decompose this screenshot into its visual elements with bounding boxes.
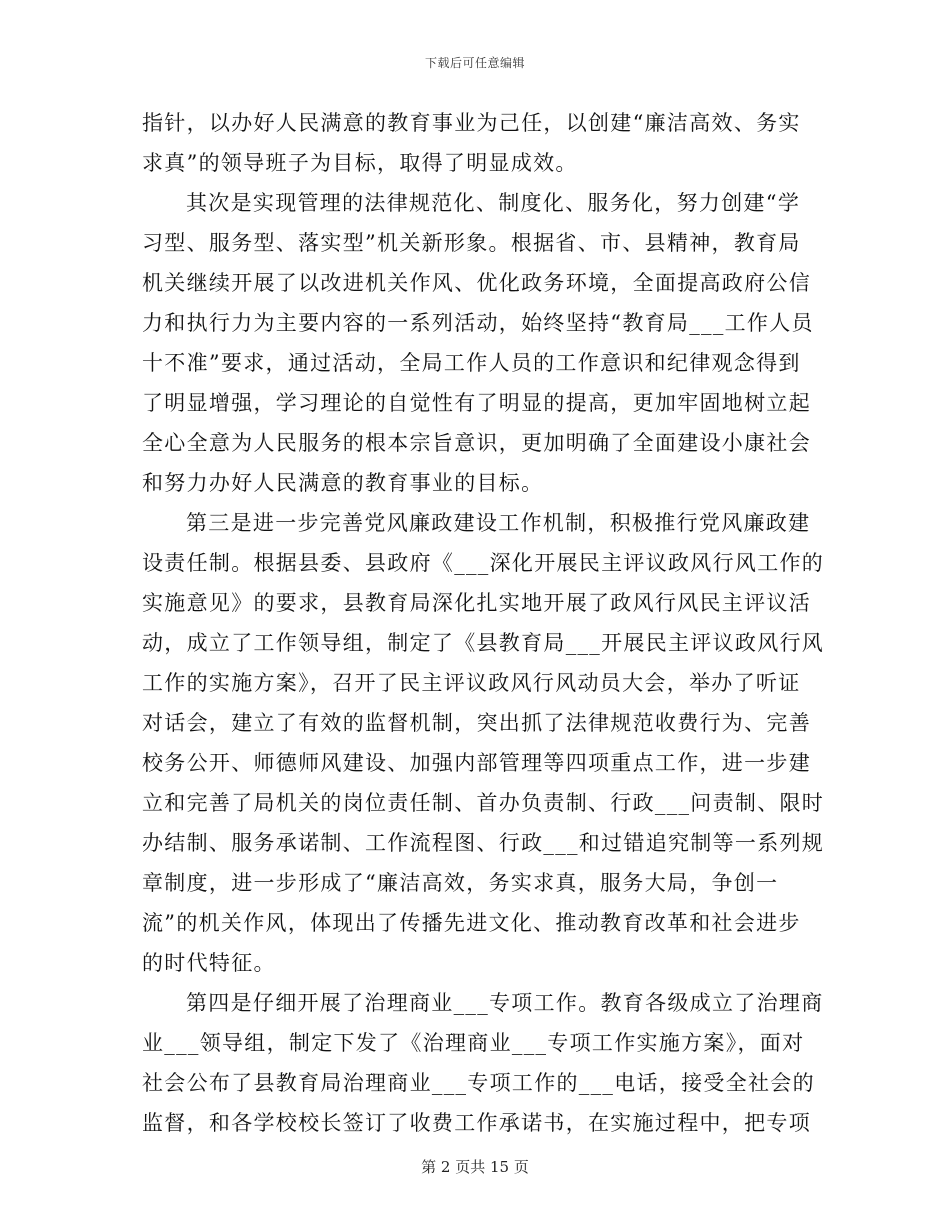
text-line: 办结制、服务承诺制、工作流程图、行政___和过错追究制等一系列规 [142, 831, 825, 855]
text-line: 了明显增强，学习理论的自觉性有了明显的提高，更加牢固地树立起 [142, 391, 811, 415]
text-line: 机关继续开展了以改进机关作风、优化政务环境，全面提高政府公信 [142, 271, 811, 295]
document-body [142, 103, 825, 1143]
text-line: 工作的实施方案》，召开了民主评议政风行风动员大会，举办了听证 [142, 671, 801, 695]
paragraph [142, 183, 812, 503]
text-line: 第四是仔细开展了治理商业___专项工作。教育各级成立了治理商 [186, 991, 824, 1015]
paragraph [142, 983, 824, 1143]
text-line: 的时代特征。 [142, 951, 276, 975]
paragraph [142, 103, 812, 183]
text-line: 监督，和各学校校长签订了收费工作承诺书，在实施过程中，把专项 [142, 1111, 811, 1135]
text-line: 求真”的领导班子为目标，取得了明显成效。 [142, 151, 578, 175]
text-line: 动，成立了工作领导组，制定了《县教育局___开展民主评议政风行风 [142, 631, 825, 655]
text-line: 章制度，进一步形成了“廉洁高效，务实求真，服务大局，争创一 [142, 871, 779, 895]
text-line: 第三是进一步完善党风廉政建设工作机制，积极推行党风廉政建 [186, 511, 811, 535]
text-line: 十不准”要求，通过活动，全局工作人员的工作意识和纪律观念得到 [142, 351, 801, 375]
text-line: 流”的机关作风，体现出了传播先进文化、推动教育改革和社会进步 [142, 911, 801, 935]
text-line: 校务公开、师德师风建设、加强内部管理等四项重点工作，进一步建 [142, 751, 811, 775]
text-line: 设责任制。根据县委、县政府《___深化开展民主评议政风行风工作的 [142, 551, 825, 575]
page-header: 下载后可任意编辑 [424, 56, 525, 70]
text-line: 力和执行力为主要内容的一系列活动，始终坚持“教育局___工作人员 [142, 311, 814, 335]
text-line: 社会公布了县教育局治理商业___专项工作的___电话，接受全社会的 [142, 1071, 815, 1095]
text-line: 对话会，建立了有效的监督机制，突出抓了法律规范收费行为、完善 [142, 711, 811, 735]
text-line: 其次是实现管理的法律规范化、制度化、服务化，努力创建“学 [186, 191, 801, 215]
text-line: 指针，以办好人民满意的教育事业为己任，以创建“廉洁高效、务实 [142, 111, 801, 135]
text-line: 和努力办好人民满意的教育事业的目标。 [142, 471, 544, 495]
text-line: 业___领导组，制定下发了《治理商业___专项工作实施方案》，面对 [142, 1031, 805, 1055]
text-line: 全心全意为人民服务的根本宗旨意识，更加明确了全面建设小康社会 [142, 431, 811, 455]
text-line: 实施意见》的要求，县教育局深化扎实地开展了政风行风民主评议活 [142, 591, 811, 615]
text-line: 立和完善了局机关的岗位责任制、首办负责制、行政___问责制、限时 [142, 791, 825, 815]
page-number: 第 2 页共 15 页 [421, 1158, 529, 1176]
text-line: 习型、服务型、落实型”机关新形象。根据省、市、县精神，教育局 [142, 231, 801, 255]
paragraph [142, 503, 825, 983]
